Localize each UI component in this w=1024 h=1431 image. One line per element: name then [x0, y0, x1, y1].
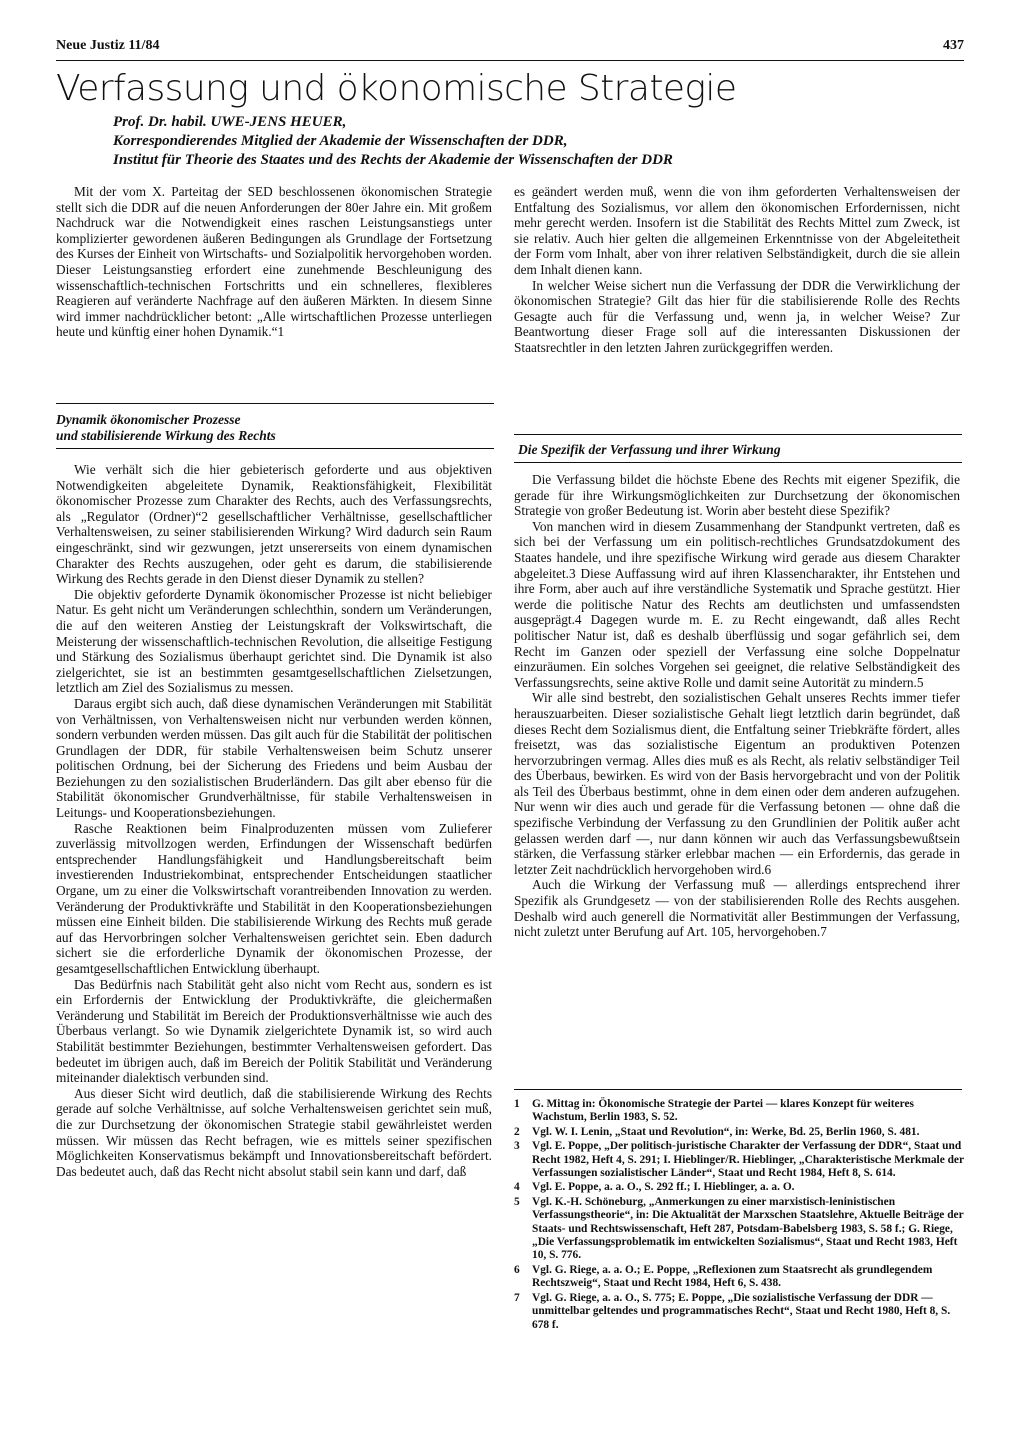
author-institute: Institut für Theorie des Staates und des Rechts der Akademie der Wissenschaften der DDR [113, 152, 673, 168]
paragraph: Auch die Wirkung der Verfassung muß — allerdings entsprechend ihrer Spezifik als Grundgesetz — von der stabilisierenden Rolle des Rechts ausgehen. Deshalb wird auch generell die Normativität aller Bestimmungen der Verfassung, nicht zuletzt unter Berufung auf Art. 105, hervorgehoben.7 [514, 877, 960, 940]
footnote-number: 7 [514, 1291, 520, 1304]
footnote-text: Vgl. W. I. Lenin, „Staat und Revolution“, in: Werke, Bd. 25, Berlin 1960, S. 481. [532, 1125, 920, 1138]
paragraph: Daraus ergibt sich auch, daß diese dynamischen Veränderungen mit Stabilität von Verhältnissen, von Verhaltensweisen nicht nur verbunden werden können, sondern verbunden werden müssen. Das gilt auch für die Stabilität der politischen Grundlagen der DDR, für stabile Verhaltensweisen beim Schutz unserer politischen Ordnung, bei der Sicherung des Friedens und beim Ausbau der Beziehungen zu den sozialistischen Bruderländern. Das gilt aber ebenso für die Stabilität ökonomischer Grundverhältnisse, für stabile Verhaltensweisen in Leitungs- und Kooperationsbeziehungen. [56, 695, 492, 821]
footnote-text: G. Mittag in: Ökonomische Strategie der Partei — klares Konzept für weiteres Wachstum, Berlin 1983, S. 52. [532, 1098, 914, 1124]
journal-issue: Neue Justiz 11/84 [56, 38, 160, 53]
footnote [514, 1126, 964, 1139]
section-heading-spezifik: Die Spezifik der Verfassung und ihrer Wirkung [518, 442, 781, 457]
author-name: Prof. Dr. habil. UWE-JENS HEUER, [113, 114, 347, 130]
section-rule-bottom [56, 448, 494, 449]
left-column-intro [56, 184, 492, 340]
section-rule-bottom [514, 462, 962, 463]
section-heading-dynamik [56, 412, 492, 444]
footnote-text: Vgl. G. Riege, a. a. O.; E. Poppe, „Reflexionen zum Staatsrecht als grundlegendem Rechtszweig“, Staat und Recht 1984, Heft 6, S. 438. [532, 1263, 933, 1290]
footnote-number: 2 [514, 1125, 520, 1138]
author-position: Korrespondierendes Mitglied der Akademie der Wissenschaften der DDR, [113, 133, 568, 149]
paragraph: es geändert werden muß, wenn die von ihm geforderten Verhaltensweisen der Entfaltung des Sozialismus, vor allem den ökonomischen Erfordernissen, nicht mehr gerecht werden. Insofern ist die Stabilität des Rechts Mittel zum Zweck, ist sie relativ. Auch hier gelten die allgemeinen Erkenntnisse von der Abgeleitetheit der Form vom Inhalt, aber von ihrer relativen Selbständigkeit, durch die sie allein dem Inhalt dienen kann. [514, 184, 960, 277]
footnote [514, 1292, 964, 1332]
paragraph: Rasche Reaktionen beim Finalproduzenten müssen vom Zulieferer zuverlässig mitvollzogen werden, Erfindungen der Wissenschaft bedürfen entsprechender Handlungsfähigkeit und Handlungsbereitschaft beim investierenden Industriekombinat, entsprechender Entscheidungen staatlicher Organe, um zu einer die Volkswirtschaft vorantreibenden Innovation zu werden. Veränderung der Produktivkräfte und Stabilität in den Kooperationsbeziehungen müssen eine Einheit bilden. Die stabilisierende Wirkung des Rechts muß gerade auf das Hervorbringen solcher Verhaltensweisen gerichtet sein. Eben dadurch sichert sie die erforderliche Dynamik der ökonomischen Prozesse, der gesamtgesellschaftlichen Entwicklung überhaupt. [56, 820, 492, 976]
section-rule-top [514, 434, 962, 435]
right-column-body [514, 472, 960, 940]
right-column-top [514, 184, 960, 356]
section-rule-top [56, 403, 494, 404]
author-block [113, 113, 973, 170]
paragraph: In welcher Weise sichert nun die Verfassung der DDR die Verwirklichung der ökonomischen Strategie? Gilt das hier für die stabilisierende Rolle des Rechts Gesagte auch für die Verfassung und, wenn ja, in welcher Weise? Zur Beantwortung dieser Frage soll auf die interessanten Diskussionen der Staatsrechtler in den letzten Jahren zurückgegriffen werden. [514, 277, 960, 355]
page-number: 437 [943, 38, 964, 53]
footnote-text: Vgl. G. Riege, a. a. O., S. 775; E. Poppe, „Die sozialistische Verfassung der DDR — unmittelbar geltendes und programmatisches Recht“, Staat und Recht 1980, Heft 8, S. 678 f. [532, 1291, 951, 1331]
footnotes [514, 1098, 964, 1333]
section-heading-line: und stabilisierende Wirkung des Rechts [56, 428, 276, 443]
section-heading-line: Dynamik ökonomischer Prozesse [56, 412, 241, 427]
paragraph: Aus dieser Sicht wird deutlich, daß die stabilisierende Wirkung des Rechts gerade auf solche Verhältnisse, auf solche Verhaltensweisen gerichtet sein muß, die zur Durchsetzung der ökonomischen Strategie stabil gewährleistet werden müssen. Wir müssen das Recht befragen, wie es mittels seiner spezifischen Möglichkeiten Konservatismus bekämpft und Innovationsbereitschaft befördert. Das bedeutet auch, daß das Recht nicht absolut stabil sein kann und darf, daß [56, 1085, 492, 1179]
footnote [514, 1140, 964, 1180]
footnote-number: 6 [514, 1263, 520, 1276]
paragraph: Das Bedürfnis nach Stabilität geht also nicht vom Recht aus, sondern es ist ein Erfordernis der Entwicklung der Produktivkräfte, die gleichermaßen Veränderung und Stabilität im Bereich der Produktionsverhältnisse wie auch des Überbaus verlangt. So wie Dynamik zielgerichtete Dynamik ist, so wird auch Stabilität bestimmter Beziehungen, bestimmter Verhaltensweisen gefordert. Das bedeutet im übrigen auch, daß im Bereich der Politik Stabilität und Veränderung miteinander dialektisch verbunden sind. [56, 976, 492, 1086]
footnote-text: Vgl. E. Poppe, a. a. O., S. 292 ff.; I. Hieblinger, a. a. O. [532, 1181, 795, 1194]
paragraph: Wir alle sind bestrebt, den sozialistischen Gehalt unseres Rechts immer tiefer herauszuarbeiten. Dieser sozialistische Gehalt liegt letztlich darin begründet, daß dieses Recht dem Sozialismus dient, die Entfaltung seiner Triebkräfte fördert, alles freisetzt, was das sozialistische Eigentum an produktiven Potenzen hervorzubringen vermag. Alles dies muß es als Recht, als relativ selbständiger Teil des Überbaus, bewirken. Es wird von der Basis hervorgebracht und von der Politik als Teil des Überbaus bestimmt, ohne in dem einen oder dem anderen aufzugehen. Nur wenn wir dies auch und gerade für die Verfassung betonen — ohne daß die spezifische Verbindung der Verfassung zu den Grundlinien der Politik außer acht gelassen werden darf —, nur dann können wir auch das Verfassungsbewußtsein stärken, die Verfassung stärker erlebbar machen — ein Erfordernis, das gerade in letzter Zeit nachdrücklich hervorgehoben wird.6 [514, 690, 960, 877]
left-column-body [56, 462, 492, 1179]
footnote-rule [514, 1089, 962, 1090]
footnote-number: 3 [514, 1140, 520, 1153]
footnote [514, 1181, 964, 1194]
footnote-text: Vgl. E. Poppe, „Der politisch-juristische Charakter der Verfassung der DDR“, Staat und Recht 1982, Heft 4, S. 291; I. Hieblinger/R. Hieblinger, „Charakteristische Merkmale der Verfassungen sozialistischer Länder“, Staat und Recht 1984, Heft 8, S. 614. [532, 1140, 964, 1180]
header-rule [56, 60, 964, 61]
footnote [514, 1196, 964, 1263]
intro-paragraph: Mit der vom X. Parteitag der SED beschlossenen ökonomischen Strategie stellt sich die DDR auf die neuen Anforderungen der 80er Jahre ein. Mit großem Nachdruck war die Notwendigkeit eines raschen Leistungsanstiegs unter komplizierter gewordenen äußeren Bedingungen als Grundlage der Fortsetzung des Kurses der Einheit von Wirtschafts- und Sozialpolitik hervorgehoben worden. Dieser Leistungsanstieg erfordert eine zunehmende Beschleunigung des wissenschaftlich-technischen Fortschritts und ein schnelleres, flexibleres Reagieren auf veränderte Nachfrage auf den äußeren Märkten. In diesem Sinne wird immer nachdrücklicher betont: „Alle wirtschaftlichen Prozesse unterliegen heute und künftig einer hohen Dynamik.“1 [56, 184, 492, 340]
running-header [56, 38, 964, 58]
footnote-number: 4 [514, 1181, 520, 1194]
paragraph: Die Verfassung bildet die höchste Ebene des Rechts mit eigener Spezifik, die gerade für ihre Wirkungsmöglichkeiten zur Durchsetzung der ökonomischen Strategie von großer Bedeutung ist. Worin aber besteht diese Spezifik? [514, 472, 960, 519]
article-title: Verfassung und ökonomische Strategie [56, 68, 737, 109]
footnote-number: 1 [514, 1098, 520, 1110]
paragraph: Wie verhält sich die hier gebieterisch geforderte und aus objektiven Notwendigkeiten abgeleitete Dynamik, Reaktionsfähigkeit, Flexibilität ökonomischer Prozesse zum Charakter des Rechts, auch des Verfassungsrechts, als „Regulator (Ordner)“2 gesellschaftlicher Verhältnisse, gesellschaftlicher Verhaltensweisen, zu seiner stabilisierenden Wirkung? Wird dadurch sein Raum eingeschränkt, sind wir gezwungen, jetzt unsererseits von einem dynamischen Charakter des Rechts auszugehen, oder geht es darum, die stabilisierende Wirkung des Rechts gerade in den Dienst dieser Dynamik zu stellen? [56, 462, 492, 587]
footnote [514, 1098, 964, 1125]
paragraph: Die objektiv geforderte Dynamik ökonomischer Prozesse ist nicht beliebiger Natur. Es geht nicht um Veränderungen schlechthin, sondern um Veränderungen, die auf den weiteren Anstieg der Leistungskraft der Volkswirtschaft, die Meisterung der wissenschaftlich-technischen Revolution, die allseitige Festigung und Stärkung des Sozialismus überhaupt gerichtet sind. Die Dynamik ist also zielgerichtet, sie ist an bestimmten gesamtgesellschaftlichen Zielsetzungen, letztlich am Ziel des Sozialismus zu messen. [56, 586, 492, 696]
footnote-number: 5 [514, 1195, 520, 1208]
paragraph: Von manchen wird in diesem Zusammenhang der Standpunkt vertreten, daß es sich bei der Verfassung um ein politisch-rechtliches Grundsatzdokument des Staates handele, und ihre spezifische Wirkung wird gerade aus diesem Charakter abgeleitet.3 Diese Auffassung wird auf ihren Klassencharakter, ihr Entstehen und ihre Form, aber auch auf ihre verständliche Systematik und Sprache gestützt. Hier werde die politische Natur des Rechts am deutlichsten und umfassendsten ausgeprägt.4 Dagegen wurde m. E. zu Recht eingewandt, daß alles Recht politischer Natur ist, daß es deshalb überflüssig und sogar gefährlich sei, dem Recht im Ganzen oder speziell der Verfassung eine solche Doppelnatur einzuräumen. Ein solches Vorgehen sei geeignet, die relative Selbständigkeit des Verfassungsrechts, seine aktive Rolle und damit seine Autorität zu mindern.5 [514, 518, 960, 690]
footnote-text: Vgl. K.-H. Schöneburg, „Anmerkungen zu einer marxistisch-leninistischen Verfassungstheorie“, in: Die Aktualität der Marxschen Staatslehre, Aktuelle Beiträge der Staats- und Rechtswissenschaft, Heft 287, Potsdam-Babelsberg 1983, S. 58 f.; G. Riege, „Die Verfassungsproblematik im entwickelten Sozialismus“, Staat und Recht 1983, Heft 10, S. 776. [532, 1195, 964, 1262]
footnote [514, 1264, 964, 1291]
